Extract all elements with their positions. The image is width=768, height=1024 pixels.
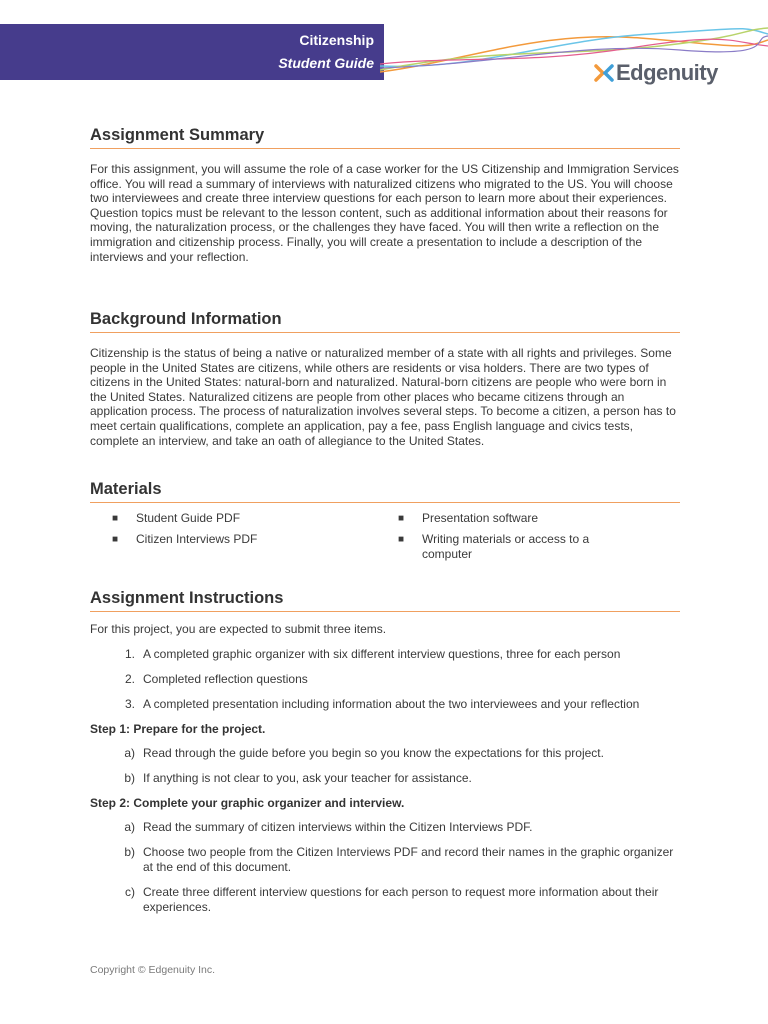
copyright-footer: Copyright © Edgenuity Inc.	[90, 964, 216, 976]
bullet-icon: ■	[398, 534, 405, 545]
brand-name: Edgenuity	[616, 60, 718, 85]
logo-x-icon	[594, 63, 614, 83]
instructions-intro: For this project, you are expected to submit three items.	[90, 622, 387, 636]
background-section	[90, 310, 680, 448]
list-item: ■ Student Guide PDF	[90, 511, 385, 526]
list-item: a) Read the summary of citizen interviews within the Citizen Interviews PDF.	[124, 819, 533, 834]
bullet-icon: ■	[112, 534, 119, 545]
bullet-icon: ■	[398, 513, 405, 524]
summary-paragraph: For this assignment, you will assume the role of a case worker for the US Citizenship and Immigration Services office. You will read a summary of interviews with naturalized citizens who migrated to the US. You will choose two interviewees and create three interview questions for each person to learn more about their experiences. Question topics must be relevant to the lesson content, such as additional information about their reasons for moving, the naturalization process, or the challenges they have faced. You will then write a reflection on the immigration and citizenship process. Finally, you will create a presentation to include a description of the interviews and your reflection.	[90, 162, 679, 264]
section-heading: Background Information	[90, 310, 680, 333]
assignment-summary-section	[90, 126, 680, 264]
document-type: Student Guide	[278, 55, 374, 71]
list-item: b) If anything is not clear to you, ask your teacher for assistance.	[124, 770, 472, 785]
materials-list	[90, 511, 680, 568]
list-item: 1. A completed graphic organizer with six different interview questions, three for each person	[124, 646, 621, 661]
list-item: 2. Completed reflection questions	[124, 671, 308, 686]
materials-section	[90, 480, 680, 568]
header-band	[0, 24, 384, 80]
course-title: Citizenship	[299, 32, 374, 48]
list-item: ■ Citizen Interviews PDF	[90, 532, 385, 547]
section-heading: Materials	[90, 480, 680, 503]
list-item: c) Create three different interview questions for each person to request more information about their experiences.	[125, 884, 659, 914]
list-item: b) Choose two people from the Citizen Interviews PDF and record their names in the graphic organizer at the end of this document.	[124, 844, 674, 874]
background-paragraph: Citizenship is the status of being a native or naturalized member of a state with all rights and privileges. Some people in the United States are citizens, while others are residents or visa holders. There are two types of citizens in the United States: natural-born and naturalized. Natural-born citizens are people who were born in the United States. Naturalized citizens are people from other places who became citizens through an application process. The process of naturalization involves several steps. To become a citizen, a person has to meet certain qualifications, complete an application, pay a fee, pass English language and civics tests, complete an interview, and take an oath of allegiance to the United States.	[90, 346, 676, 448]
list-item: a) Read through the guide before you begin so you know the expectations for this project.	[124, 745, 604, 760]
list-item: ■ Writing materials or access to a computer	[385, 532, 680, 562]
list-item: ■ Presentation software	[385, 511, 680, 526]
section-heading: Assignment Instructions	[90, 589, 680, 612]
bullet-icon: ■	[112, 513, 119, 524]
step-1-title: Step 1: Prepare for the project.	[90, 721, 266, 736]
section-heading: Assignment Summary	[90, 126, 680, 149]
step-2-title: Step 2: Complete your graphic organizer and interview.	[90, 795, 405, 810]
list-item: 3. A completed presentation including information about the two interviewees and your reflection	[124, 696, 640, 711]
edgenuity-logo	[594, 58, 718, 88]
instructions-section	[90, 589, 680, 915]
